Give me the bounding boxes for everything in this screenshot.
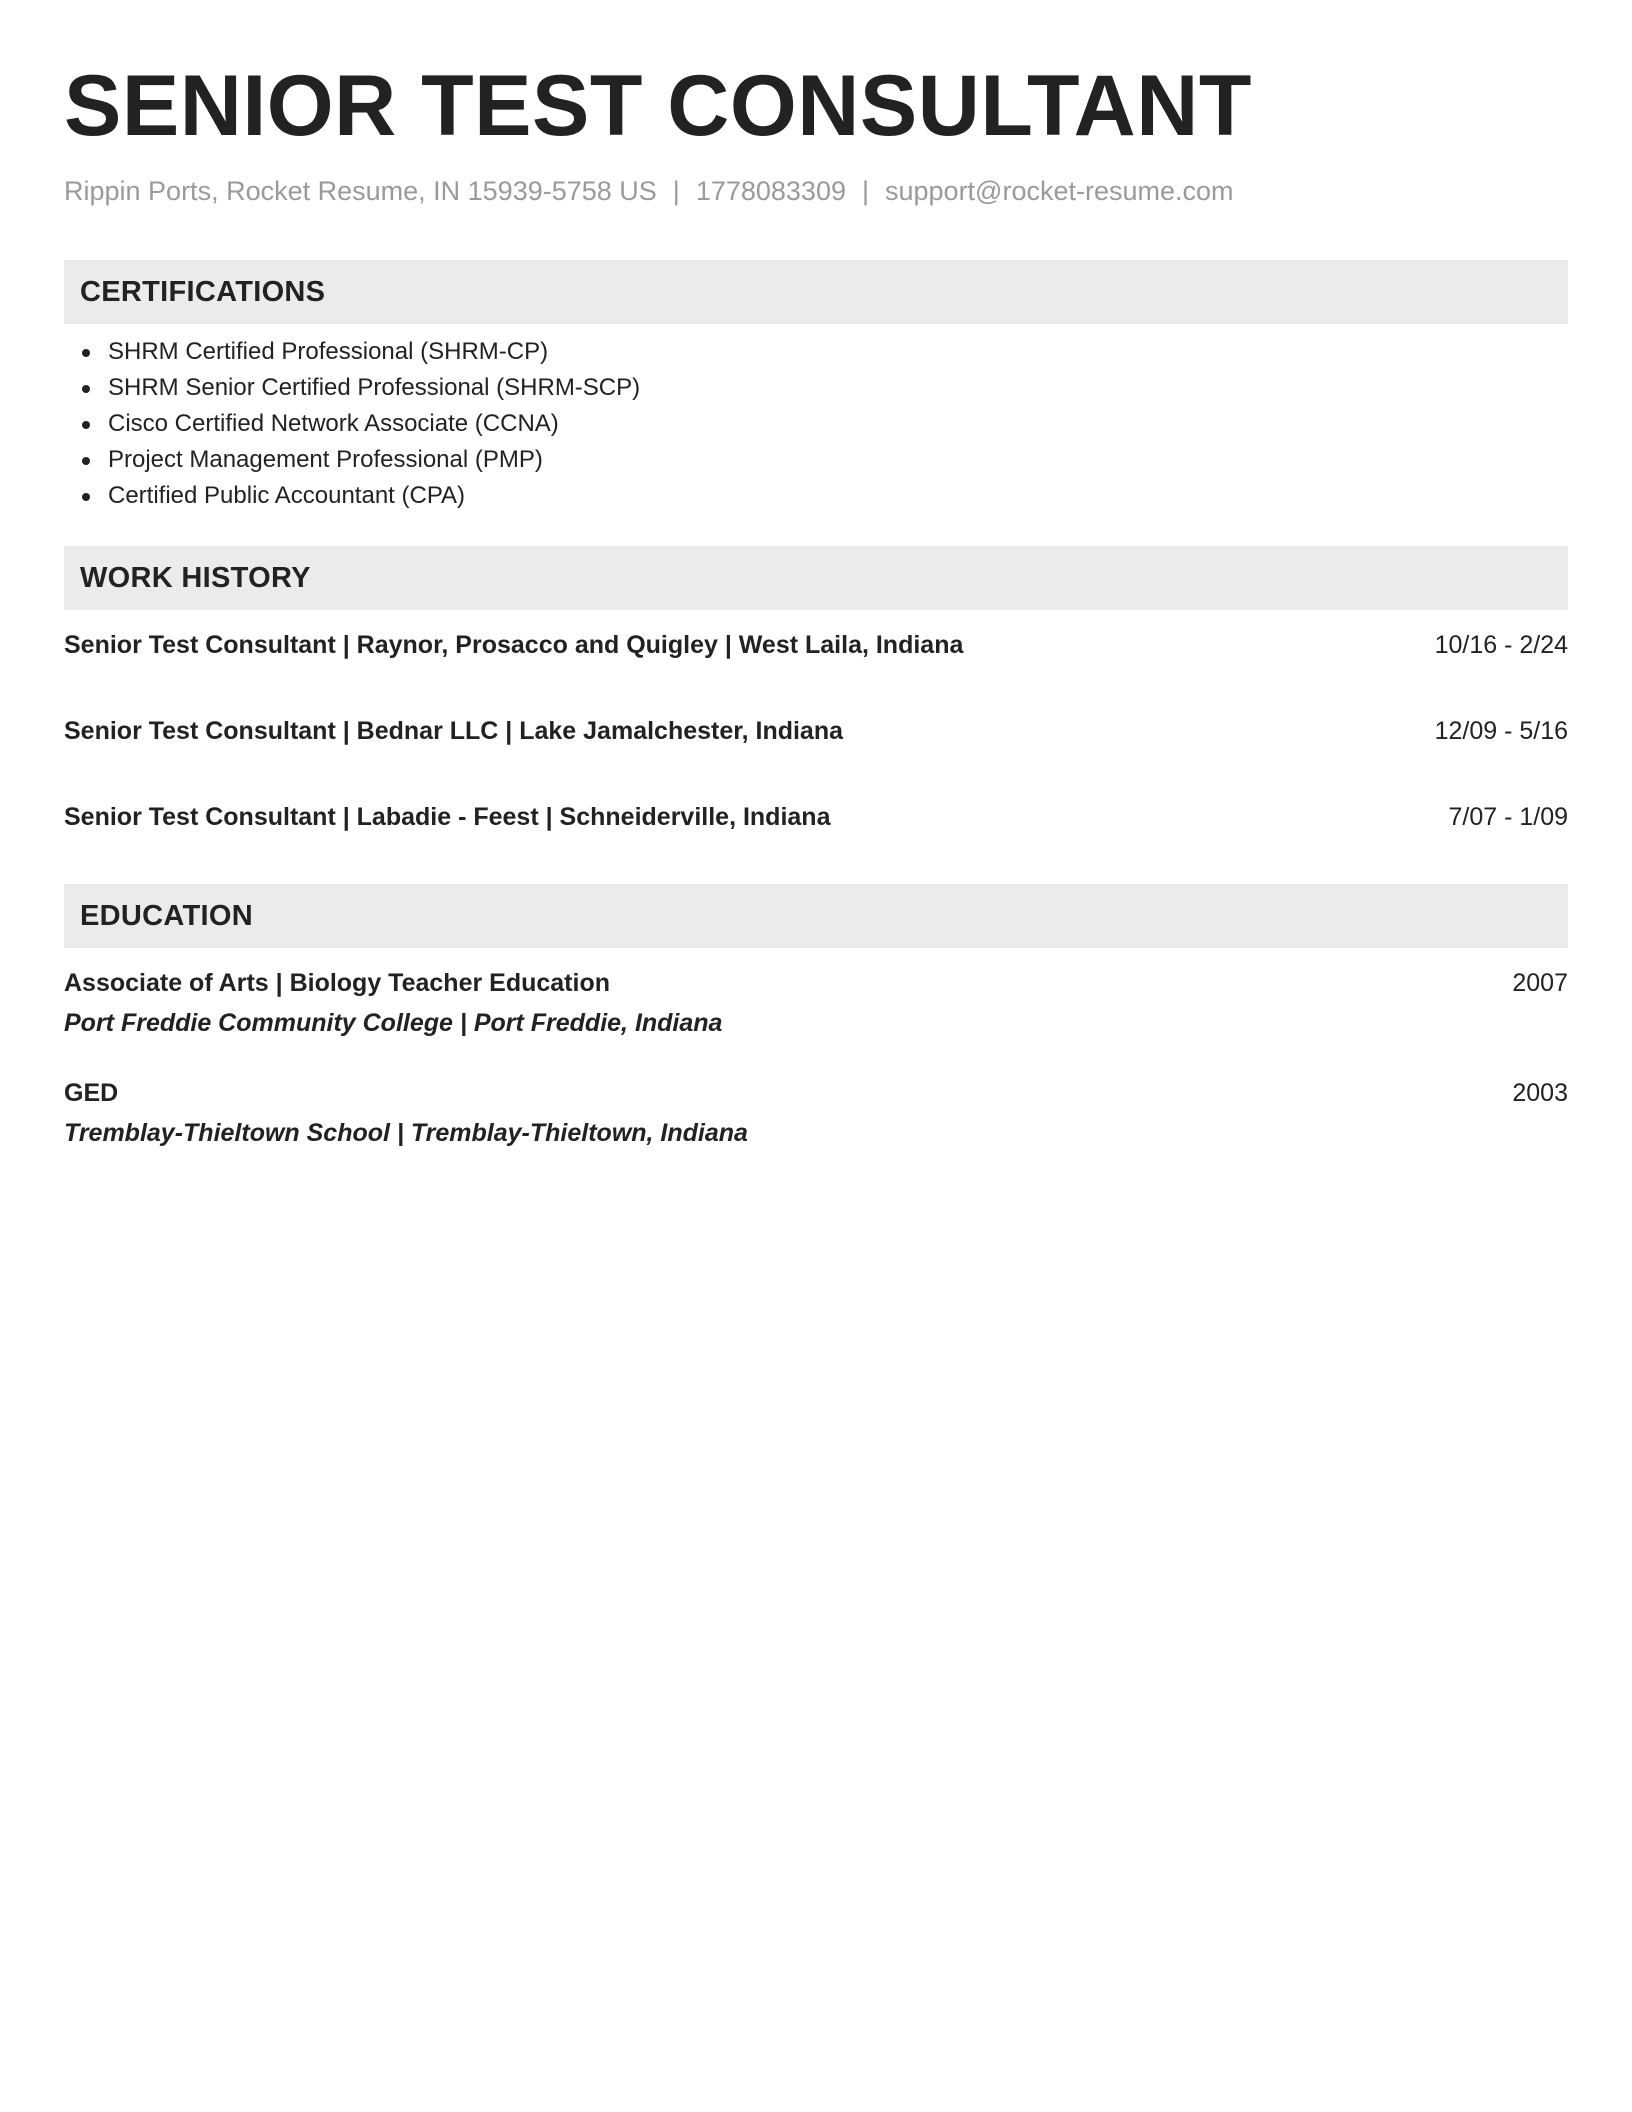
job-title: Senior Test Consultant | Labadie - Feest | Schneiderville, Indiana (64, 803, 831, 831)
job-dates: 7/07 - 1/09 (1448, 803, 1568, 831)
education-year: 2003 (1512, 1079, 1568, 1107)
certification-text: SHRM Senior Certified Professional (SHRM-SCP) (108, 374, 641, 401)
education-degree: GED (64, 1079, 119, 1107)
education-degree-row (64, 966, 1568, 1000)
education-year: 2007 (1512, 969, 1568, 997)
education-school: Port Freddie Community College | Port Freddie, Indiana (64, 1009, 723, 1037)
contact-separator: | (861, 176, 869, 206)
education-school: Tremblay-Thieltown School | Tremblay-Thieltown, Indiana (64, 1119, 748, 1147)
job-entry (64, 800, 1568, 834)
certification-text: Certified Public Accountant (CPA) (108, 482, 466, 509)
certification-item (80, 478, 1568, 514)
contact-email: support@rocket-resume.com (885, 176, 1234, 206)
certification-item (80, 442, 1568, 478)
contact-address: Rippin Ports, Rocket Resume, IN 15939-5758 US (64, 176, 657, 206)
job-title: Senior Test Consultant | Raynor, Prosacco and Quigley | West Laila, Indiana (64, 631, 964, 659)
education-degree: Associate of Arts | Biology Teacher Education (64, 969, 610, 997)
education-degree-row (64, 1076, 1568, 1110)
bullet-icon (82, 349, 90, 357)
certification-text: Project Management Professional (PMP) (108, 446, 543, 473)
resume-name: SENIOR TEST CONSULTANT (64, 58, 1252, 154)
certification-item (80, 334, 1568, 370)
certification-item (80, 370, 1568, 406)
job-title: Senior Test Consultant | Bednar LLC | Lake Jamalchester, Indiana (64, 717, 844, 745)
job-entry (64, 628, 1568, 662)
contact-separator: | (672, 176, 680, 206)
resume-page (64, 0, 1568, 1150)
education-entry (64, 1076, 1568, 1150)
contact-line (64, 174, 1568, 208)
certifications-heading: CERTIFICATIONS (64, 260, 1568, 324)
certifications-list (64, 334, 1568, 514)
work-history-heading: WORK HISTORY (64, 546, 1568, 610)
bullet-icon (82, 457, 90, 465)
job-entry (64, 714, 1568, 748)
job-dates: 10/16 - 2/24 (1434, 631, 1568, 659)
education-entry (64, 966, 1568, 1040)
bullet-icon (82, 385, 90, 393)
certification-text: SHRM Certified Professional (SHRM-CP) (108, 338, 549, 365)
bullet-icon (82, 493, 90, 501)
certification-text: Cisco Certified Network Associate (CCNA) (108, 410, 559, 437)
bullet-icon (82, 421, 90, 429)
certification-item (80, 406, 1568, 442)
job-dates: 12/09 - 5/16 (1434, 717, 1568, 745)
education-heading: EDUCATION (64, 884, 1568, 948)
contact-phone: 1778083309 (695, 176, 846, 206)
